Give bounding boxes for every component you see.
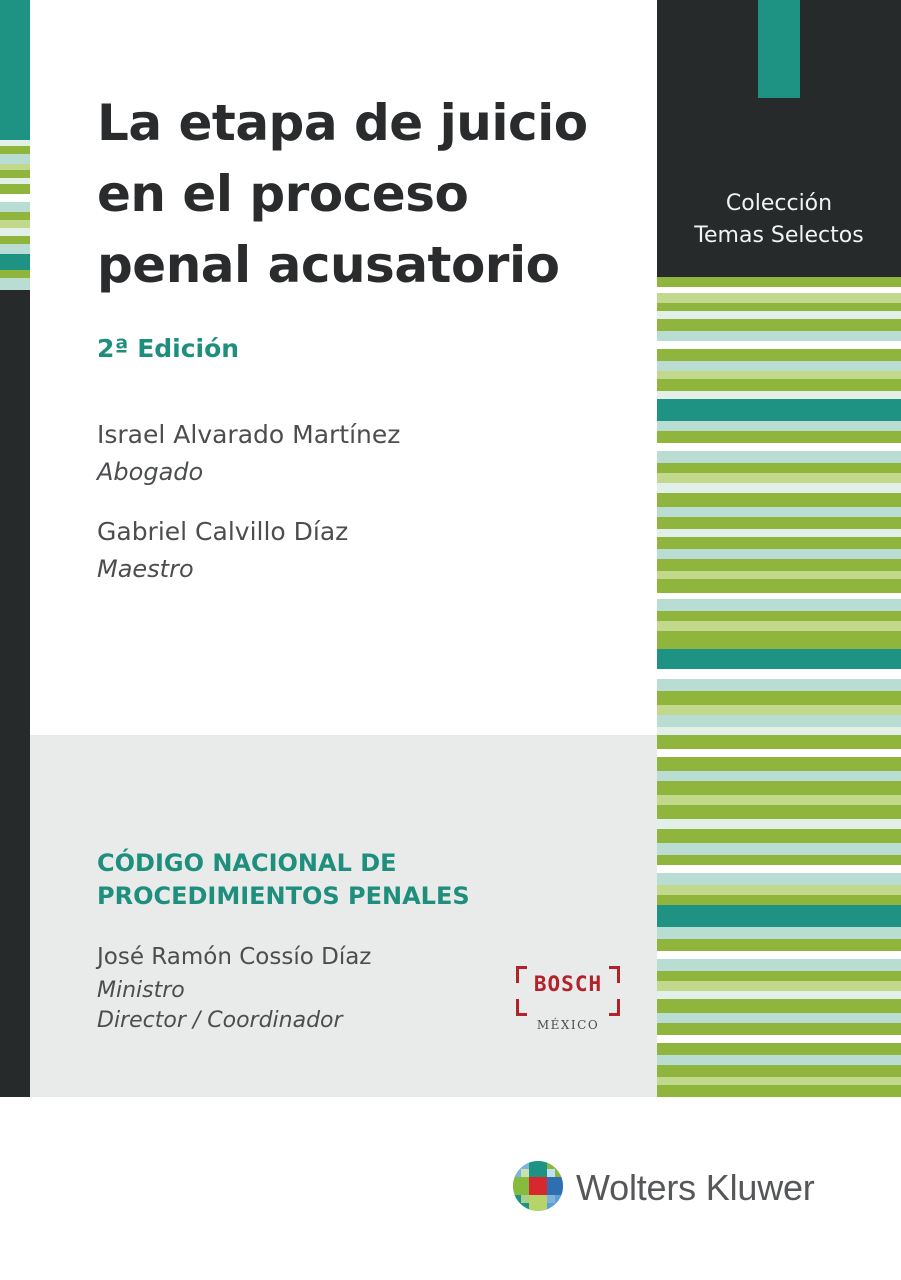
publisher-wordmark: Wolters Kluwer <box>576 1167 815 1208</box>
stripe <box>657 473 901 483</box>
cover-series-panel <box>30 735 657 1097</box>
stripe <box>657 895 901 905</box>
stripe <box>657 805 901 819</box>
series-title <box>97 847 470 913</box>
spine-stripe <box>0 184 30 194</box>
coordinator-name: José Ramón Cossío Díaz <box>97 944 372 970</box>
spine-stripe <box>0 194 30 202</box>
stripe <box>657 991 901 999</box>
stripe <box>657 1065 901 1077</box>
bosch-country: MÉXICO <box>536 1018 600 1032</box>
book-title-line: en el proceso <box>97 165 469 223</box>
collection-line: Colección <box>725 191 833 216</box>
author-role: Abogado <box>97 458 204 486</box>
spine-stripe <box>0 212 30 220</box>
stripe <box>657 691 901 705</box>
stripe <box>657 571 901 579</box>
author-role: Maestro <box>97 555 194 583</box>
stripe <box>657 999 901 1013</box>
stripe <box>657 951 901 959</box>
stripe <box>657 669 901 679</box>
stripe <box>657 981 901 991</box>
stripe <box>657 781 901 795</box>
author-name: Gabriel Calvillo Díaz <box>97 517 349 546</box>
stripe <box>657 771 901 781</box>
collection-label <box>657 188 901 252</box>
bosch-wordmark: BOSCH <box>533 972 603 996</box>
stripe <box>657 621 901 631</box>
stripe <box>657 559 901 571</box>
stripe <box>657 855 901 865</box>
stripe <box>657 1035 901 1043</box>
stripe <box>657 293 901 303</box>
stripe <box>657 819 901 829</box>
stripe <box>657 971 901 981</box>
book-title-line: La etapa de juicio <box>97 94 588 152</box>
series-title-line: CÓDIGO NACIONAL DE <box>97 849 397 877</box>
right-stripes <box>657 277 901 1097</box>
stripe <box>657 749 901 757</box>
stripe <box>657 885 901 895</box>
stripe <box>657 1055 901 1065</box>
bracket-corner-icon <box>516 999 527 1016</box>
stripe <box>657 537 901 549</box>
edition-label: 2ª Edición <box>97 334 240 363</box>
stripe <box>657 379 901 391</box>
stripe <box>657 705 901 715</box>
spine-stripe <box>0 220 30 228</box>
left-spine-stripes <box>0 0 30 1097</box>
coordinator-role: Ministro <box>97 978 185 1003</box>
spine-stripe <box>0 270 30 278</box>
book-title-line: penal acusatorio <box>97 236 560 294</box>
stripe <box>657 341 901 349</box>
stripe <box>657 1043 901 1055</box>
bosch-logo <box>516 966 620 1032</box>
stripe <box>657 843 901 855</box>
stripe <box>657 865 901 873</box>
spine-stripe <box>0 170 30 178</box>
stripe <box>657 715 901 727</box>
stripe <box>657 391 901 399</box>
stripe <box>657 905 901 927</box>
stripe <box>657 679 901 691</box>
stripe <box>657 829 901 843</box>
stripe <box>657 649 901 669</box>
stripe <box>657 1013 901 1023</box>
stripe <box>657 529 901 537</box>
stripe <box>657 599 901 611</box>
stripe <box>657 549 901 559</box>
spine-stripe <box>0 146 30 154</box>
spine-stripe <box>0 154 30 164</box>
stripe <box>657 493 901 507</box>
stripe <box>657 443 901 451</box>
stripe <box>657 507 901 517</box>
series-title-line: PROCEDIMIENTOS PENALES <box>97 882 470 910</box>
wolters-kluwer-mosaic-icon <box>512 1160 564 1212</box>
stripe <box>657 451 901 463</box>
stripe <box>657 277 901 287</box>
stripe <box>657 873 901 885</box>
teal-tab <box>758 0 800 98</box>
spine-stripe <box>0 0 30 140</box>
stripe <box>657 431 901 443</box>
stripe <box>657 331 901 341</box>
stripe <box>657 421 901 431</box>
stripe <box>657 1023 901 1035</box>
book-title <box>97 88 637 301</box>
stripe <box>657 311 901 319</box>
stripe <box>657 517 901 529</box>
stripe <box>657 319 901 331</box>
stripe <box>657 795 901 805</box>
stripe <box>657 757 901 771</box>
stripe <box>657 631 901 649</box>
stripe <box>657 303 901 311</box>
stripe <box>657 463 901 473</box>
spine-stripe <box>0 228 30 236</box>
stripe <box>657 939 901 951</box>
spine-stripe <box>0 202 30 212</box>
stripe <box>657 399 901 421</box>
collection-line: Temas Selectos <box>694 223 864 248</box>
stripe <box>657 483 901 493</box>
spine-stripe <box>0 244 30 254</box>
spine-stripe <box>0 278 30 290</box>
author-name: Israel Alvarado Martínez <box>97 420 401 449</box>
stripe <box>657 361 901 371</box>
coordinator-role: Director / Coordinador <box>97 1008 343 1033</box>
stripe <box>657 579 901 593</box>
stripe <box>657 927 901 939</box>
stripe <box>657 611 901 621</box>
stripe <box>657 1077 901 1085</box>
stripe <box>657 371 901 379</box>
spine-stripe <box>0 254 30 270</box>
stripe <box>657 349 901 361</box>
spine-stripe <box>0 236 30 244</box>
stripe <box>657 959 901 971</box>
stripe <box>657 1085 901 1097</box>
bracket-corner-icon <box>609 999 620 1016</box>
stripe <box>657 735 901 749</box>
stripe <box>657 727 901 735</box>
